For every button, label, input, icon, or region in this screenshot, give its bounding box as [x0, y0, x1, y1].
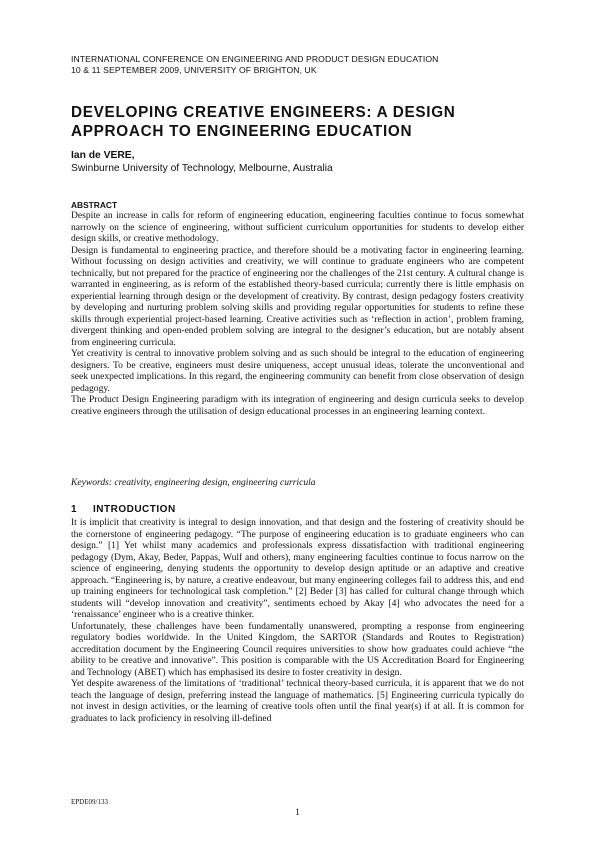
section-heading [71, 504, 176, 515]
abstract-paragraph: Design is fundamental to engineering practice, and therefore should be a motivating factor in engineering learning. Without focussing on design activities and creativity, we will continue to graduate engineers who are competent technically, but not prepared for the practice of engineering nor the challenges of the 21st century. A cultural change is warranted in engineering, as is reform of the established theory-based curricula; currently there is little emphasis on experiential learning through design or the development of creativity. By contrast, design pedagogy fosters creativity by developing and nurturing problem solving skills and providing regular opportunities for students to refine these skills through experiential project-based learning. Creative activities such as ‘reflection in action’, problem framing, divergent thinking and open-ended problem solving are integral to the designer’s education, but are notably absent from engineering curricula. [71, 244, 524, 348]
abstract-paragraph: Despite an increase in calls for reform of engineering education, engineering faculties continue to focus somewhat narrowly on the science of engineering, without sufficient curriculum opportunities for students to develop either design skills, or creative methodology. [71, 210, 524, 244]
paper-title-line1: DEVELOPING CREATIVE ENGINEERS: A DESIGN [71, 104, 456, 121]
author-affiliation: Swinburne University of Technology, Melbourne, Australia [71, 162, 333, 174]
page-number: 1 [295, 808, 300, 818]
introduction-body [71, 517, 524, 724]
paper-code: EPDE09/133 [71, 798, 108, 806]
conference-date: 10 & 11 SEPTEMBER 2009, UNIVERSITY OF BRIGHTON, UK [71, 65, 317, 75]
keywords: Keywords: creativity, engineering design, engineering curricula [71, 477, 316, 488]
author-block [71, 150, 333, 175]
intro-paragraph: It is implicit that creativity is integral to design innovation, and that design and the fostering of creativity should be the cornerstone of engineering pedagogy. “The purpose of engineering education is to graduate engineers who can design.” [1] Yet whilst many academics and professionals express dissatisfaction with traditional engineering pedagogy (Dym, Akay, Beder, Pappas, Wulf and others), many engineering faculties continue to focus narrow on the science of engineering, denying students the opportunity to develop design aptitude or an adaptive and creative approach. “Engineering is, by nature, a creative endeavour, but many engineering colleges fail to address this, and end up training engineers for technological task completion.” [2] Beder [3] has called for cultural change through which students will “develop innovation and creativity”, sentiments echoed by Akay [4] who advocates the need for a ‘renaissance’ engineer who is a creative thinker. [71, 517, 524, 620]
section-title: INTRODUCTION [93, 504, 176, 515]
abstract-paragraph: Yet creativity is central to innovative problem solving and as such should be integral to the education of engineering designers. To be creative, engineers must desire uniqueness, accept unusual ideas, tolerate the unconventional and seek unexpected implications. In this regard, the engineering community can benefit from close observation of design pedagogy. [71, 348, 524, 394]
paper-title [71, 103, 541, 141]
author-name: Ian de VERE, [71, 150, 135, 161]
intro-paragraph: Yet despite awareness of the limitations of ‘traditional’ technical theory-based curricula, it is apparent that we do not teach the language of design, preferring instead the language of mathematics. [5] Engineering curricula typically do not invest in design activities, or the learning of creative tools often until the final year(s) if at all. It is common for graduates to lack proficiency in resolving ill-defined [71, 678, 524, 724]
intro-paragraph: Unfortunately, these challenges have been fundamentally unanswered, prompting a response from engineering regulatory bodies worldwide. In the United Kingdom, the SARTOR (Standards and Routes to Registration) accreditation document by the Engineering Council requires universities to show how graduates could achieve “the ability to be creative and innovative”. This position is comparable with the US Accreditation Board for Engineering and Technology (ABET) which has emphasised its desire to foster creativity in design. [71, 620, 524, 678]
abstract-paragraph: The Product Design Engineering paradigm with its integration of engineering and design curricula seeks to develop creative engineers through the utilisation of design educational processes in an engineering learning context. [71, 394, 524, 417]
conference-name: INTERNATIONAL CONFERENCE ON ENGINEERING AND PRODUCT DESIGN EDUCATION [71, 54, 439, 64]
abstract-heading: ABSTRACT [71, 200, 118, 210]
paper-title-line2: APPROACH TO ENGINEERING EDUCATION [71, 123, 413, 140]
conference-header [71, 54, 438, 76]
section-number: 1 [71, 504, 78, 515]
abstract-body [71, 210, 524, 417]
